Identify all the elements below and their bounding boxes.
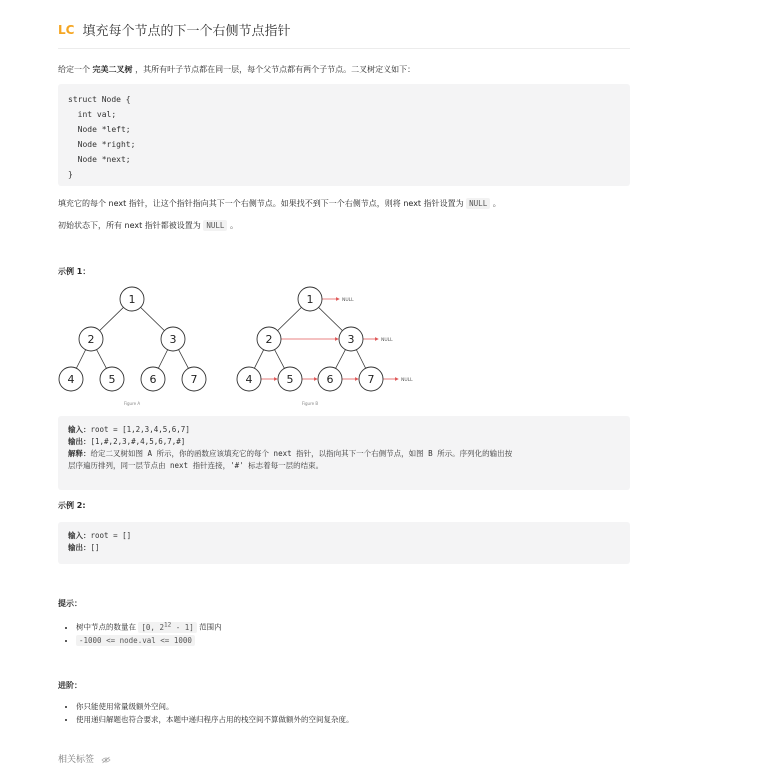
hints-list — [66, 618, 222, 647]
related-tags[interactable] — [58, 752, 111, 765]
null-label-3: NULL — [401, 378, 413, 383]
example1-explain-2: 层序遍历排列，同一层节点由 next 指针连接，'#' 标志着每一层的结束。 — [68, 461, 324, 470]
paragraph-init: 初始状态下，所有 next 指针都被设置为 NULL 。 — [58, 221, 238, 230]
advanced-item-2: • 使用递归解题也符合要求，本题中递归程序占用的栈空间不算做额外的空间复杂度。 — [76, 713, 354, 726]
null-code-2: NULL — [203, 220, 227, 231]
example1-input: 输入：root = [1,2,3,4,5,6,7] — [68, 425, 190, 434]
intro-text: 给定一个 完美二叉树 ，其所有叶子节点都在同一层，每个父节点都有两个子节点。二叉树定义如下： — [58, 65, 416, 74]
fig-b-label-7: 7 — [367, 373, 375, 386]
null-label-2: NULL — [381, 338, 393, 343]
tree-figures — [58, 284, 630, 409]
lc-logo: LC — [58, 22, 75, 37]
hints-heading: 提示： — [58, 599, 82, 608]
header — [58, 20, 290, 39]
divider — [58, 48, 630, 49]
example1-io — [58, 416, 630, 490]
fig-a-label-7: 7 — [190, 373, 198, 386]
fig-b-label-6: 6 — [326, 373, 334, 386]
fig-a-label-5: 5 — [108, 373, 116, 386]
related-tags-label: 相关标签 — [58, 755, 95, 765]
example1-explain: 解释：给定二叉树如图 A 所示，你的函数应该填充它的每个 next 指针，以指向其下一个右侧节点，如图 B 所示。序列化的输出按 — [68, 449, 513, 458]
advanced-list — [66, 700, 354, 726]
example2-input: 输入：root = [] — [68, 531, 132, 540]
fig-a-label-1: 1 — [128, 293, 136, 306]
example2-output: 输出：[] — [68, 543, 100, 552]
fig-b-label-4: 4 — [245, 373, 253, 386]
fig-a-label-3: 3 — [169, 333, 177, 346]
fig-a-label-2: 2 — [87, 333, 95, 346]
perfect-tree-term: 完美二叉树 — [92, 65, 133, 74]
example2-heading: 示例 2: — [58, 501, 86, 510]
advanced-item-1: • 你只能使用常量级额外空间。 — [76, 700, 354, 713]
node-struct-code: struct Node { int val; Node *left; Node *right; Node *next; } — [68, 95, 136, 179]
fig-b-label-3: 3 — [347, 333, 355, 346]
example1-output: 输出：[1,#,2,3,#,4,5,6,7,#] — [68, 437, 186, 446]
code-block — [58, 84, 630, 186]
page-title: 填充每个节点的下一个右侧节点指针 — [82, 24, 291, 39]
val-range-code: -1000 <= node.val <= 1000 — [76, 635, 195, 646]
hint-item-2 — [76, 634, 222, 647]
fig-a-label-6: 6 — [149, 373, 157, 386]
range-code: [0, $2^{12} - 1$] — [138, 622, 196, 633]
null-label-1: NULL — [342, 298, 354, 303]
null-code: NULL — [466, 198, 490, 209]
fig-b-label-5: 5 — [286, 373, 294, 386]
hint-item-1: • 树中节点的数量在 [0, $2^{12} - 1$] 范围内 — [76, 618, 222, 634]
example2-io — [58, 522, 630, 564]
fig-b-label-2: 2 — [265, 333, 273, 346]
fig-a-label-4: 4 — [67, 373, 75, 386]
fig-b-caption: Figure B — [301, 401, 319, 406]
advanced-heading: 进阶： — [58, 681, 82, 690]
eye-slash-icon[interactable] — [101, 756, 111, 764]
paragraph-next: 填充它的每个 next 指针，让这个指针指向其下一个右侧节点。如果找不到下一个右侧节点，则将 next 指针设置为 NULL 。 — [58, 199, 501, 208]
fig-a-caption: Figure A — [123, 401, 141, 406]
example1-heading: 示例 1： — [58, 267, 91, 276]
fig-b-label-1: 1 — [306, 293, 314, 306]
